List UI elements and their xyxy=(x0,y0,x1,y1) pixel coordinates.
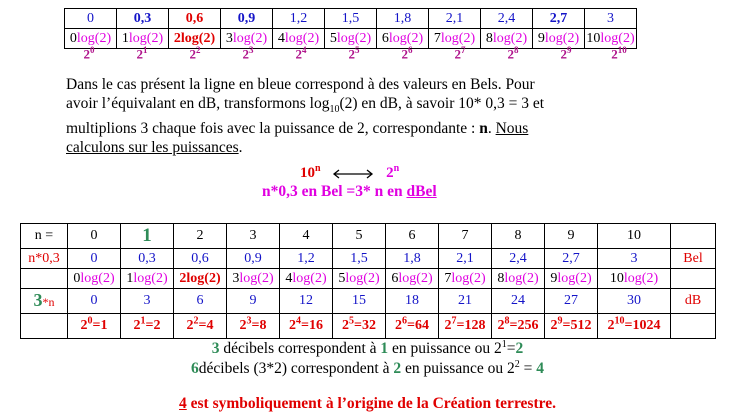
summary-line-1: 3 décibels correspondent à 1 en puissance ou $2^1=2$ xyxy=(211,338,524,357)
row-label: n*0,3 xyxy=(21,249,68,269)
table-cell: 0 xyxy=(68,249,121,269)
table-cell: 1,5 xyxy=(325,9,377,29)
db-row xyxy=(21,289,716,314)
power-label: $2^9$ xyxy=(560,45,572,62)
table-cell: 1,8 xyxy=(386,249,439,269)
power-label: $2^1$ xyxy=(136,45,148,62)
table-cell: 15 xyxy=(333,289,386,314)
table-cell: $2^8=256$ xyxy=(492,314,545,339)
bel-values-row xyxy=(65,9,637,29)
bel-row xyxy=(21,249,716,269)
power-label: $2^5$ xyxy=(348,45,360,62)
table-cell: $2^7=128$ xyxy=(439,314,492,339)
unit-label: dB xyxy=(671,289,716,314)
table-cell: 2,7 xyxy=(545,249,598,269)
row-label: n = xyxy=(21,224,68,249)
table-cell: 2,4 xyxy=(481,9,533,29)
table-cell: 4log(2) xyxy=(273,29,325,49)
table-cell: 3 xyxy=(585,9,637,29)
table-cell: 0log(2) xyxy=(65,29,117,49)
table-cell: 1log(2) xyxy=(121,269,174,289)
table-cell: 9 xyxy=(545,224,598,249)
top-table xyxy=(64,8,637,49)
table-cell: 4 xyxy=(280,224,333,249)
table-cell: 0 xyxy=(68,289,121,314)
table-cell: 0 xyxy=(68,224,121,249)
power-label: $2^3$ xyxy=(242,45,254,62)
table-cell: 1,5 xyxy=(333,249,386,269)
table-cell: 30 xyxy=(598,289,671,314)
relation-line xyxy=(300,163,399,182)
paragraph-line: avoir l’équivalant en dB, transformons $\log_{10}(2)$ en dB, à savoir 10* 0,3 = 3 et xyxy=(66,95,545,116)
table-cell: $2^6=64$ xyxy=(386,314,439,339)
power-label: $2^{10}$ xyxy=(611,45,627,62)
table-cell: 10log(2) xyxy=(598,269,671,289)
table-cell: 3log(2) xyxy=(221,29,273,49)
table-cell: 0,6 xyxy=(169,9,221,29)
table-cell: 2 xyxy=(174,224,227,249)
double-arrow-icon xyxy=(330,168,376,180)
unit-label: Bel xyxy=(671,249,716,269)
power-result-row xyxy=(21,314,716,339)
table-cell: 2,1 xyxy=(429,9,481,29)
explanation-paragraph xyxy=(66,75,666,157)
table-cell: $2^0=1$ xyxy=(68,314,121,339)
table-cell: 0,9 xyxy=(227,249,280,269)
conclusion-line: 4 est symboliquement à l’origine de la Création terrestre. xyxy=(179,395,556,412)
table-cell: 6 xyxy=(174,289,227,314)
power-label: $2^4$ xyxy=(295,45,307,62)
table-cell: 3 xyxy=(598,249,671,269)
table-cell: 1log(2) xyxy=(117,29,169,49)
table-cell: 0,9 xyxy=(221,9,273,29)
table-cell: 6log(2) xyxy=(386,269,439,289)
power-label: $2^7$ xyxy=(454,45,466,62)
table-cell: $2^9=512$ xyxy=(545,314,598,339)
table-cell xyxy=(671,224,716,249)
table-cell: 2log(2) xyxy=(169,29,221,49)
table-cell: 8 xyxy=(492,224,545,249)
table-cell: 7log(2) xyxy=(429,29,481,49)
table-cell: 5log(2) xyxy=(325,29,377,49)
table-cell: 21 xyxy=(439,289,492,314)
log-row xyxy=(21,269,716,289)
table-cell: $2^5=32$ xyxy=(333,314,386,339)
table-cell: 2,1 xyxy=(439,249,492,269)
table-cell: 7 xyxy=(439,224,492,249)
table-cell: 9 xyxy=(227,289,280,314)
table-cell: 18 xyxy=(386,289,439,314)
table-cell xyxy=(671,314,716,339)
table-cell: 9log(2) xyxy=(545,269,598,289)
table-cell: 4log(2) xyxy=(280,269,333,289)
table-cell: 24 xyxy=(492,289,545,314)
table-cell: 1,8 xyxy=(377,9,429,29)
power-label: $2^8$ xyxy=(507,45,519,62)
table-cell: 1,2 xyxy=(273,9,325,29)
table-cell xyxy=(21,314,68,339)
table-cell: $2^1=2$ xyxy=(121,314,174,339)
table-cell: 9log(2) xyxy=(533,29,585,49)
table-cell: 10log(2) xyxy=(585,29,637,49)
table-cell: 8log(2) xyxy=(481,29,533,49)
table-cell xyxy=(21,269,68,289)
table-cell: $2^4=16$ xyxy=(280,314,333,339)
table-cell: 5 xyxy=(333,224,386,249)
paragraph-line: Dans le cas présent la ligne en bleue correspond à des valeurs en Bels. Pour xyxy=(66,76,535,93)
table-cell: 0 xyxy=(65,9,117,29)
table-cell: 0,3 xyxy=(121,249,174,269)
relation-left: 10$^n$ xyxy=(300,163,321,181)
relation-right: 2$^n$ xyxy=(386,163,400,181)
paragraph-line: calculons sur les puissances. xyxy=(66,139,243,157)
table-cell: 0,6 xyxy=(174,249,227,269)
bottom-table xyxy=(20,223,716,339)
table-cell: $2^2=4$ xyxy=(174,314,227,339)
table-cell: 3log(2) xyxy=(227,269,280,289)
table-cell: 7log(2) xyxy=(439,269,492,289)
table-cell: $2^{10}=1024$ xyxy=(598,314,671,339)
table-cell: 0,3 xyxy=(117,9,169,29)
table-cell: 0log(2) xyxy=(68,269,121,289)
formula-line: n*0,3 en Bel =3* n en dBel xyxy=(262,183,437,200)
table-cell: 6log(2) xyxy=(377,29,429,49)
n-row xyxy=(21,224,716,249)
table-cell: 1,2 xyxy=(280,249,333,269)
row-label: 3*n xyxy=(21,289,68,314)
table-cell: 3 xyxy=(121,289,174,314)
power-label: $2^2$ xyxy=(189,45,201,62)
table-cell: 2,7 xyxy=(533,9,585,29)
table-cell: 6 xyxy=(386,224,439,249)
table-cell: 3 xyxy=(227,224,280,249)
paragraph-line: multiplions 3 chaque fois avec la puissance de 2, correspondante : n. Nous xyxy=(66,120,529,138)
table-cell: 5log(2) xyxy=(333,269,386,289)
table-cell: 12 xyxy=(280,289,333,314)
summary-line-2: 6décibels (3*2) correspondent à 2 en puissance ou $2^2 = 4$ xyxy=(191,358,544,377)
power-label: $2^0$ xyxy=(83,45,95,62)
table-cell: 27 xyxy=(545,289,598,314)
table-cell: 1 xyxy=(121,224,174,249)
table-cell: $2^3=8$ xyxy=(227,314,280,339)
table-cell: 2,4 xyxy=(492,249,545,269)
power-label: $2^6$ xyxy=(401,45,413,62)
table-cell: 2log(2) xyxy=(174,269,227,289)
table-cell: 10 xyxy=(598,224,671,249)
table-cell: 8log(2) xyxy=(492,269,545,289)
table-cell xyxy=(671,269,716,289)
